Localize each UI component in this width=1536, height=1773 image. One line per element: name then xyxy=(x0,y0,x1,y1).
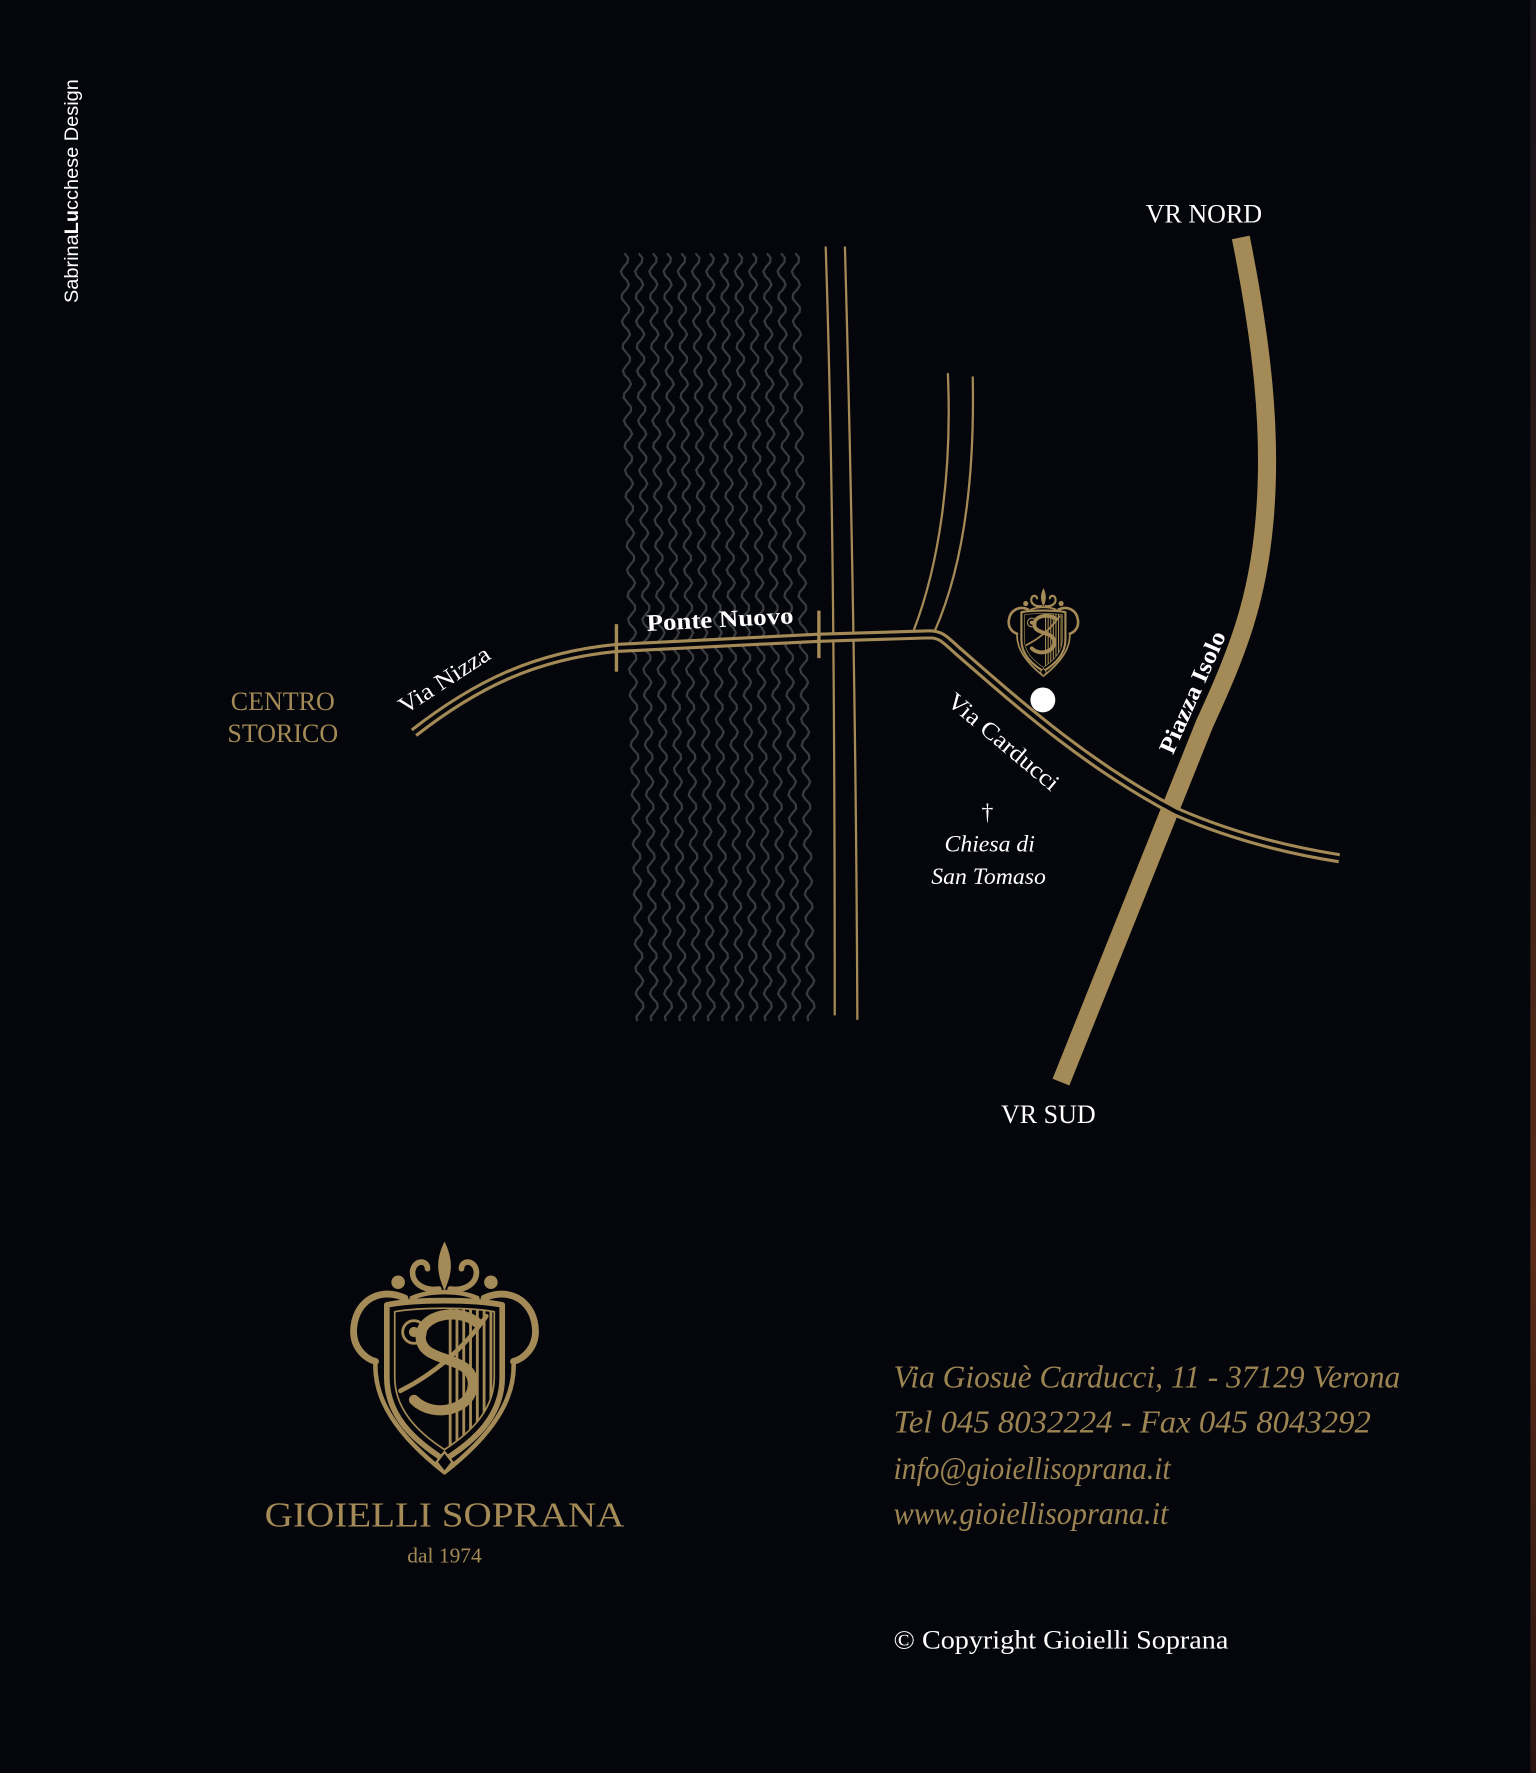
location-dot-icon xyxy=(1030,687,1055,712)
label-vr-nord: VR NORD xyxy=(1145,199,1263,229)
label-centro: CENTRO xyxy=(230,687,335,717)
designer-credit-bold: Lu xyxy=(62,210,84,235)
contact-website-link[interactable]: www.gioiellisoprana.it xyxy=(893,1496,1170,1532)
designer-credit-first: Sabrina xyxy=(62,236,84,304)
label-via-nizza: Via Nizza xyxy=(394,646,488,720)
label-chiesa-di: Chiesa di xyxy=(944,831,1035,858)
page-edge-strip xyxy=(1530,0,1536,1773)
contact-email-link[interactable]: info@gioiellisoprana.it xyxy=(893,1451,1172,1487)
brand-since: dal 1974 xyxy=(407,1543,482,1568)
designer-credit xyxy=(62,79,83,303)
label-san-tomaso: San Tomaso xyxy=(931,864,1046,891)
designer-credit-rest: cchese Design xyxy=(62,83,84,210)
copyright-notice: © Copyright Gioielli Soprana xyxy=(893,1625,1229,1655)
brand-name: GIOIELLI SOPRANA xyxy=(264,1495,626,1535)
contact-address: Via Giosuè Carducci, 11 - 37129 Verona xyxy=(893,1359,1401,1395)
label-storico: STORICO xyxy=(227,718,339,748)
contact-phone: Tel 045 8032224 - Fax 045 8043292 xyxy=(893,1404,1372,1440)
label-ponte-nuovo: Ponte Nuovo xyxy=(645,604,778,637)
label-via-carducci: Via Carducci xyxy=(941,688,1054,788)
label-piazza-isolo: Piazza Isolo xyxy=(1154,637,1228,758)
church-cross-icon: † xyxy=(981,799,994,826)
label-vr-sud: VR SUD xyxy=(1001,1099,1096,1129)
